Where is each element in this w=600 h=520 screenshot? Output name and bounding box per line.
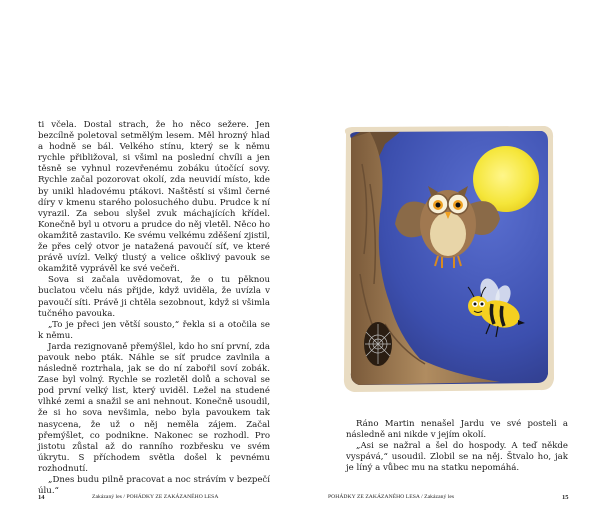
- owl-and-bee-illustration: [340, 124, 556, 394]
- paragraph: „Asi se nažral a šel do hospody. A teď někde vyspává,“ usoudil. Zlobil se na něj. Štvalo ho, jak je líný a vůbec mu na statku nepomáhá.: [346, 441, 568, 474]
- page-number-right: 15: [562, 494, 569, 501]
- paragraph: „Dnes budu pilně pracovat a noc strávím v bezpečí úlu.“: [38, 475, 270, 497]
- paragraph: Jarda rezignovaně přemýšlel, kdo ho sní první, zda pavouk nebo pták. Náhle se síť prudce zavlnila a následně roztrhala, jak se do ní zabořil soví zobák. Zase byl volný. Rychle se rozletěl dolů a schoval se pod první velký list, který uviděl. Ležel na studené vlhké zemi a snažil se ani nehnout. Konečně usoudil, že si ho sova nevšimla, nebo byla pavoukem tak nasycena, že už o něj neměla zájem. Začal přemýšlet, co podnikne. Nakonec se rozhodl. Pro jistotu zůstal až do ranního rozbřesku ve svém úkrytu. S příchodem světla došel k pevnému rozhodnutí.: [38, 341, 270, 474]
- left-page-text: [38, 120, 270, 497]
- paragraph: „To je přeci jen větší sousto,“ řekla si a otočila se k němu.: [38, 319, 270, 341]
- page-number-left: 14: [38, 494, 45, 501]
- running-footer-left: Zakázaný les / POHÁDKY ZE ZAKÁZANÉHO LESA: [92, 494, 219, 500]
- right-page-text: [346, 419, 568, 474]
- paragraph: Sova si začala uvědomovat, že o tu pěknou buclatou včelu nás přijde, když uviděla, že uvízla v pavoučí síti. Právě ji chtěla sezobnout, když si všimla tučného pavouka.: [38, 275, 270, 319]
- running-footer-right: POHÁDKY ZE ZAKÁZANÉHO LESA / Zakázaný les: [328, 494, 455, 500]
- paragraph: Ráno Martin nenašel Jardu ve své posteli a následně ani nikde v jejím okolí.: [346, 419, 568, 441]
- paragraph: ti včela. Dostal strach, že ho něco sežere. Jen bezcílně poletoval setmělým lesem. Měl hrozný hlad a hodně se bál. Velkého stínu, který se k němu rychle přibližoval, si všiml na poslední chvíli a jen těsně se vyhnul rozevřenému zobáku útočící sovy. Rychle začal pozorovat okolí, zda neuvidí místo, kde by unikl hladovému ptákovi. Naštěstí si všiml černé díry v kmenu starého polosuchého dubu. Prudce k ní vyrazil. Za sebou slyšel zvuk máchajících křídel. Konečně byl u otvoru a prudce do něj vletěl. Něco ho okamžitě zastavilo. Ke svému velkému zděšení zjistil, že přes celý otvor je natažená pavoučí síť, ve které právě uvízl. Velký tlustý a velice ošklivý pavouk se okamžitě vyprávěl ke své večeři.: [38, 120, 270, 275]
